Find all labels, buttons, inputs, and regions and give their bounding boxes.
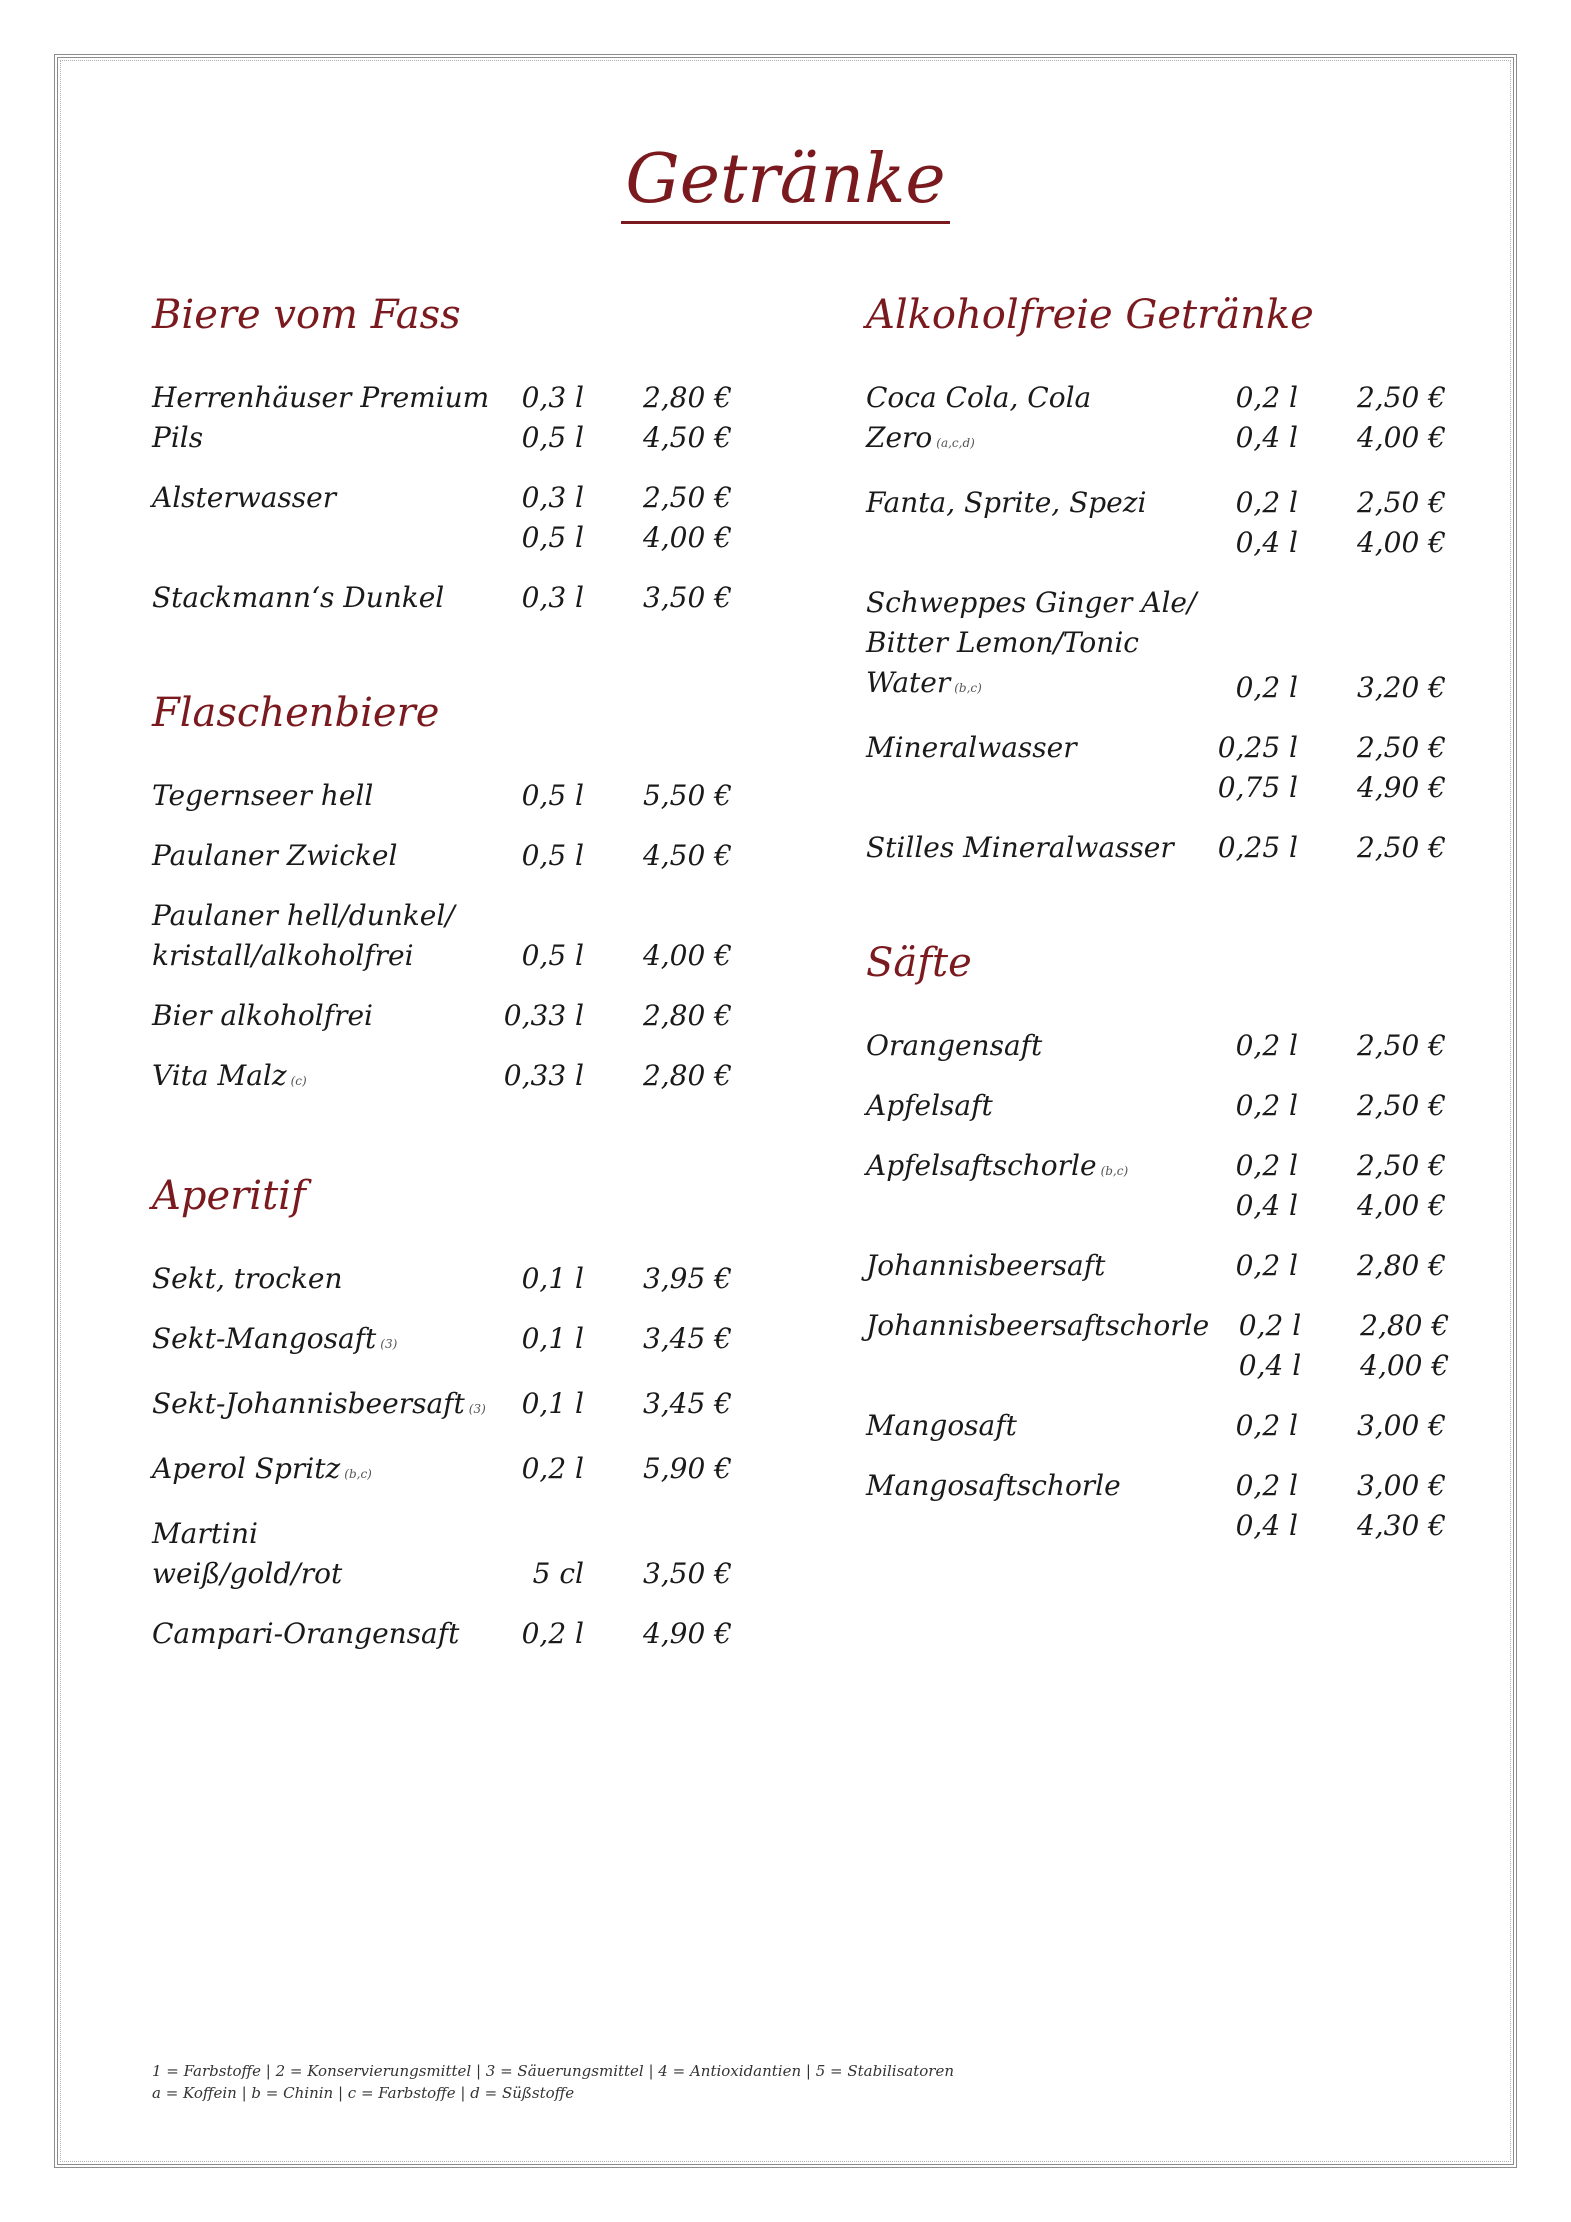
item-sizes (1209, 1306, 1449, 1386)
item-sizes (492, 1614, 732, 1654)
menu-item (152, 1514, 732, 1594)
item-name (152, 1056, 492, 1101)
menu-item (152, 836, 732, 876)
item-size: 0,2 l (1235, 671, 1298, 704)
item-name (152, 1319, 492, 1364)
item-price: 4,00 € (1360, 1349, 1450, 1382)
item-price: 4,00 € (642, 939, 732, 972)
item-size: 0,1 l (521, 1387, 584, 1420)
menu-item (152, 776, 732, 816)
item-sizes (492, 836, 732, 876)
size-price-row (492, 378, 732, 418)
item-name-line (866, 623, 1206, 708)
item-sizes (1206, 1246, 1446, 1286)
item-name-text: Schweppes Ginger Ale/ (866, 586, 1197, 619)
item-name-text: Martini (152, 1517, 258, 1550)
item-price: 2,50 € (1356, 731, 1446, 764)
item-price: 3,50 € (642, 1557, 732, 1590)
allergen-note: (3) (468, 1402, 486, 1416)
item-name-text: Stilles Mineralwasser (866, 831, 1174, 864)
item-price: 3,45 € (642, 1387, 732, 1420)
item-name-line (152, 1614, 492, 1654)
item-name (152, 1614, 492, 1654)
menu-item (866, 483, 1446, 563)
size-price-row (492, 936, 732, 976)
item-price: 3,20 € (1356, 671, 1446, 704)
item-name-line (866, 1086, 1206, 1126)
item-size: 0,1 l (521, 1322, 584, 1355)
item-price: 3,50 € (642, 581, 732, 614)
item-name (866, 1086, 1206, 1126)
size-price-row (492, 1056, 732, 1096)
item-price: 3,00 € (1356, 1469, 1446, 1502)
item-size: 0,25 l (1217, 731, 1298, 764)
item-price: 4,30 € (1356, 1509, 1446, 1542)
item-price: 4,00 € (1356, 421, 1446, 454)
left-column (152, 290, 732, 1724)
item-name-line (152, 996, 492, 1036)
item-name-line (152, 776, 492, 816)
menu-item (866, 828, 1446, 868)
menu-section (152, 1171, 732, 1654)
item-size: 0,75 l (1217, 771, 1298, 804)
size-price-row (1206, 828, 1446, 868)
size-price-row (1206, 1406, 1446, 1446)
item-price: 2,80 € (642, 1059, 732, 1092)
item-size: 0,2 l (521, 1617, 584, 1650)
section-title: Biere vom Fass (152, 292, 461, 338)
item-name-text: Sekt, trocken (152, 1262, 343, 1295)
item-name-text: Vita Malz (152, 1059, 287, 1092)
item-price: 4,00 € (1356, 1189, 1446, 1222)
item-size: 0,33 l (503, 1059, 584, 1092)
item-name-line (866, 1306, 1209, 1346)
size-price-row (492, 1384, 732, 1424)
size-price-row (492, 1554, 732, 1594)
item-size: 0,2 l (1235, 1409, 1298, 1442)
item-price: 2,50 € (1356, 381, 1446, 414)
item-price: 4,90 € (1356, 771, 1446, 804)
item-size: 0,4 l (1235, 526, 1298, 559)
item-sizes (1206, 1086, 1446, 1126)
item-price: 3,95 € (642, 1262, 732, 1295)
menu-section (866, 938, 1450, 1546)
item-size: 0,25 l (1217, 831, 1298, 864)
size-price-row (1206, 1086, 1446, 1126)
item-name-text: Mangosaft (866, 1409, 1017, 1442)
item-size: 0,2 l (1235, 1249, 1298, 1282)
item-name-line (152, 1384, 492, 1429)
item-size: 0,4 l (1235, 1509, 1298, 1542)
item-price: 2,50 € (1356, 1029, 1446, 1062)
item-name-line (152, 936, 492, 976)
item-name (866, 1246, 1206, 1286)
menu-item (866, 1086, 1446, 1126)
item-price: 2,50 € (1356, 1149, 1446, 1182)
item-name (866, 1406, 1206, 1446)
item-sizes (492, 578, 732, 618)
item-size: 0,5 l (521, 839, 584, 872)
item-name-text: Apfelsaft (866, 1089, 993, 1122)
size-price-row (492, 518, 732, 558)
size-price-row (492, 1449, 732, 1489)
item-price: 2,50 € (1356, 486, 1446, 519)
item-name-text: Sekt-Mangosaft (152, 1322, 377, 1355)
page-title: Getränke (0, 140, 1571, 219)
item-price: 2,80 € (1356, 1249, 1446, 1282)
footnote-line: 1 = Farbstoffe | 2 = Konservierungsmittel | 3 = Säuerungsmittel | 4 = Antioxidantien | 5 = Stabilisatoren (152, 2062, 955, 2080)
size-price-row (492, 996, 732, 1036)
item-name-text: Bitter Lemon/Tonic Water (866, 626, 1139, 699)
item-price: 4,50 € (642, 421, 732, 454)
item-name-text: Fanta, Sprite, Spezi (866, 486, 1147, 519)
item-name-text: Tegernseer hell (152, 779, 374, 812)
item-name-text: Herrenhäuser Premium Pils (152, 381, 490, 454)
section-title: Säfte (866, 940, 972, 986)
item-name (152, 836, 492, 876)
item-name-text: Stackmann‘s Dunkel (152, 581, 445, 614)
item-name-line (866, 1466, 1206, 1506)
allergen-note: (3) (380, 1337, 398, 1351)
item-size: 0,3 l (521, 481, 584, 514)
menu-item (866, 1406, 1446, 1446)
item-name (866, 1306, 1209, 1386)
menu-item (866, 1026, 1446, 1066)
item-name (866, 1026, 1206, 1066)
item-name-line (866, 1146, 1206, 1191)
size-price-row (1206, 1466, 1446, 1506)
item-price: 2,80 € (642, 381, 732, 414)
menu-section (152, 688, 732, 1101)
item-name (866, 1146, 1206, 1226)
item-size: 0,2 l (1235, 486, 1298, 519)
size-price-row (1206, 378, 1446, 418)
item-size: 0,2 l (1235, 1089, 1298, 1122)
menu-item (866, 728, 1446, 808)
size-price-row (1209, 1306, 1449, 1346)
menu-section (866, 290, 1446, 868)
size-price-row (492, 1319, 732, 1359)
item-name-line (152, 836, 492, 876)
size-price-row (1206, 668, 1446, 708)
item-price: 2,80 € (642, 999, 732, 1032)
item-name-line (866, 1026, 1206, 1066)
item-price: 3,00 € (1356, 1409, 1446, 1442)
size-price-row (1206, 523, 1446, 563)
item-price: 2,50 € (1356, 831, 1446, 864)
section-title: Aperitif (152, 1173, 306, 1219)
item-name-text: weiß/gold/rot (152, 1557, 343, 1590)
item-size: 0,3 l (521, 381, 584, 414)
item-sizes (1206, 1026, 1446, 1066)
size-price-row (492, 478, 732, 518)
item-size: 5 cl (532, 1557, 584, 1590)
item-price: 2,50 € (642, 481, 732, 514)
item-name (152, 896, 492, 976)
item-name (152, 996, 492, 1036)
item-name (152, 1449, 492, 1494)
menu-item (152, 478, 732, 558)
size-price-row (492, 836, 732, 876)
item-sizes (492, 896, 732, 976)
allergen-note: (b,c) (954, 681, 982, 695)
size-price-row (1206, 1026, 1446, 1066)
footnotes (152, 2060, 954, 2104)
item-name (152, 378, 492, 458)
item-name-line (152, 578, 492, 618)
item-name (866, 728, 1206, 808)
item-name-text: Apfelsaftschorle (866, 1149, 1097, 1182)
menu-item (152, 378, 732, 458)
item-sizes (492, 378, 732, 458)
allergen-note: (c) (290, 1074, 307, 1088)
item-name-text: Sekt-Johannisbeersaft (152, 1387, 465, 1420)
allergen-note: (a,c,d) (936, 436, 975, 450)
item-name-text: Bier alkoholfrei (152, 999, 373, 1032)
item-name-text: Johannisbeersaftschorle (866, 1309, 1210, 1342)
item-price: 5,90 € (642, 1452, 732, 1485)
item-name-line (866, 1406, 1206, 1446)
item-name-line (866, 828, 1206, 868)
item-size: 0,2 l (521, 1452, 584, 1485)
size-price-row (492, 418, 732, 458)
item-sizes (1206, 583, 1446, 708)
item-name (866, 1466, 1206, 1546)
size-price-row (492, 1614, 732, 1654)
size-price-row (1206, 768, 1446, 808)
size-price-row (1206, 418, 1446, 458)
item-name-line (152, 1554, 492, 1594)
item-name-line (152, 478, 492, 518)
item-name-text: Aperol Spritz (152, 1452, 341, 1485)
menu-item (866, 1306, 1450, 1386)
menu-item (866, 1466, 1446, 1546)
item-sizes (492, 996, 732, 1036)
item-name (866, 583, 1206, 708)
item-sizes (492, 776, 732, 816)
item-name (866, 378, 1206, 463)
item-size: 0,33 l (503, 999, 584, 1032)
menu-item (152, 996, 732, 1036)
item-name (152, 1259, 492, 1299)
item-sizes (1206, 1146, 1446, 1226)
item-name-line (866, 728, 1206, 768)
size-price-row (1206, 728, 1446, 768)
item-name-line (152, 1056, 492, 1101)
item-size: 0,3 l (521, 581, 584, 614)
item-name (866, 483, 1206, 563)
size-price-row (492, 1259, 732, 1299)
item-sizes (492, 1319, 732, 1364)
item-sizes (492, 1259, 732, 1299)
size-price-row (1206, 1146, 1446, 1186)
item-name-text: Mineralwasser (866, 731, 1077, 764)
menu-item (152, 1056, 732, 1101)
item-name-line (866, 483, 1206, 523)
item-size: 0,1 l (521, 1262, 584, 1295)
item-size: 0,5 l (521, 521, 584, 554)
menu-item (152, 1384, 732, 1429)
item-sizes (1206, 1466, 1446, 1546)
size-price-row (1206, 1246, 1446, 1286)
item-size: 0,4 l (1235, 1189, 1298, 1222)
item-name-text: Coca Cola, Cola Zero (866, 381, 1092, 454)
item-name-line (152, 378, 492, 458)
item-name-line (152, 896, 492, 936)
item-price: 4,50 € (642, 839, 732, 872)
allergen-note: (b,c) (344, 1467, 372, 1481)
item-size: 0,5 l (521, 939, 584, 972)
item-name (866, 828, 1206, 868)
item-size: 0,2 l (1235, 1469, 1298, 1502)
item-size: 0,4 l (1238, 1349, 1302, 1382)
size-price-row (492, 578, 732, 618)
item-sizes (1206, 378, 1446, 463)
menu-item (866, 378, 1446, 463)
item-sizes (1206, 728, 1446, 808)
size-price-row (492, 776, 732, 816)
menu-item (152, 1319, 732, 1364)
item-size: 0,4 l (1235, 421, 1298, 454)
item-price: 2,50 € (1356, 1089, 1446, 1122)
item-name-line (866, 378, 1206, 463)
item-sizes (1206, 483, 1446, 563)
item-size: 0,5 l (521, 421, 584, 454)
menu-section (152, 290, 732, 618)
size-price-row (1206, 1186, 1446, 1226)
item-price: 4,00 € (642, 521, 732, 554)
footnote-line: a = Koffein | b = Chinin | c = Farbstoffe | d = Süßstoffe (152, 2084, 575, 2102)
item-name-text: Campari-Orangensaft (152, 1617, 460, 1650)
size-price-row (1206, 483, 1446, 523)
item-price: 5,50 € (642, 779, 732, 812)
item-name-text: Johannisbeersaft (866, 1249, 1106, 1282)
item-name-text: Orangensaft (866, 1029, 1043, 1062)
item-sizes (492, 478, 732, 558)
item-sizes (1206, 1406, 1446, 1446)
item-price: 2,80 € (1360, 1309, 1450, 1342)
item-name (152, 1514, 492, 1594)
section-title: Flaschenbiere (152, 690, 440, 736)
item-size: 0,2 l (1235, 1029, 1298, 1062)
item-name-text: Alsterwasser (152, 481, 337, 514)
item-name-text: Paulaner Zwickel (152, 839, 398, 872)
item-sizes (1206, 828, 1446, 868)
item-name-text: kristall/alkoholfrei (152, 939, 414, 972)
item-size: 0,2 l (1235, 381, 1298, 414)
size-price-row (1209, 1346, 1449, 1386)
item-name-line (152, 1259, 492, 1299)
item-sizes (492, 1384, 732, 1429)
item-name-line (866, 1246, 1206, 1286)
right-column (866, 290, 1450, 1616)
section-title: Alkoholfreie Getränke (866, 292, 1314, 338)
item-sizes (492, 1449, 732, 1494)
item-name-line (152, 1319, 492, 1364)
item-size: 0,2 l (1235, 1149, 1298, 1182)
item-name-line (152, 1514, 492, 1554)
menu-item (152, 1449, 732, 1494)
item-name-text: Paulaner hell/dunkel/ (152, 899, 455, 932)
item-name-text: Mangosaftschorle (866, 1469, 1121, 1502)
menu-item (152, 1259, 732, 1299)
size-price-row (1206, 1506, 1446, 1546)
menu-item (866, 1246, 1446, 1286)
menu-item (152, 896, 732, 976)
item-size: 0,5 l (521, 779, 584, 812)
item-name (152, 478, 492, 558)
item-sizes (492, 1056, 732, 1101)
item-price: 4,90 € (642, 1617, 732, 1650)
allergen-note: (b,c) (1100, 1164, 1129, 1178)
item-sizes (492, 1514, 732, 1594)
menu-item (866, 1146, 1446, 1226)
menu-item (152, 1614, 732, 1654)
item-price: 4,00 € (1356, 526, 1446, 559)
item-name-line (866, 583, 1206, 623)
menu-item (866, 583, 1446, 708)
item-price: 3,45 € (642, 1322, 732, 1355)
item-size: 0,2 l (1238, 1309, 1302, 1342)
item-name (152, 1384, 492, 1429)
menu-item (152, 578, 732, 618)
item-name (152, 578, 492, 618)
item-name (152, 776, 492, 816)
item-name-line (152, 1449, 492, 1494)
